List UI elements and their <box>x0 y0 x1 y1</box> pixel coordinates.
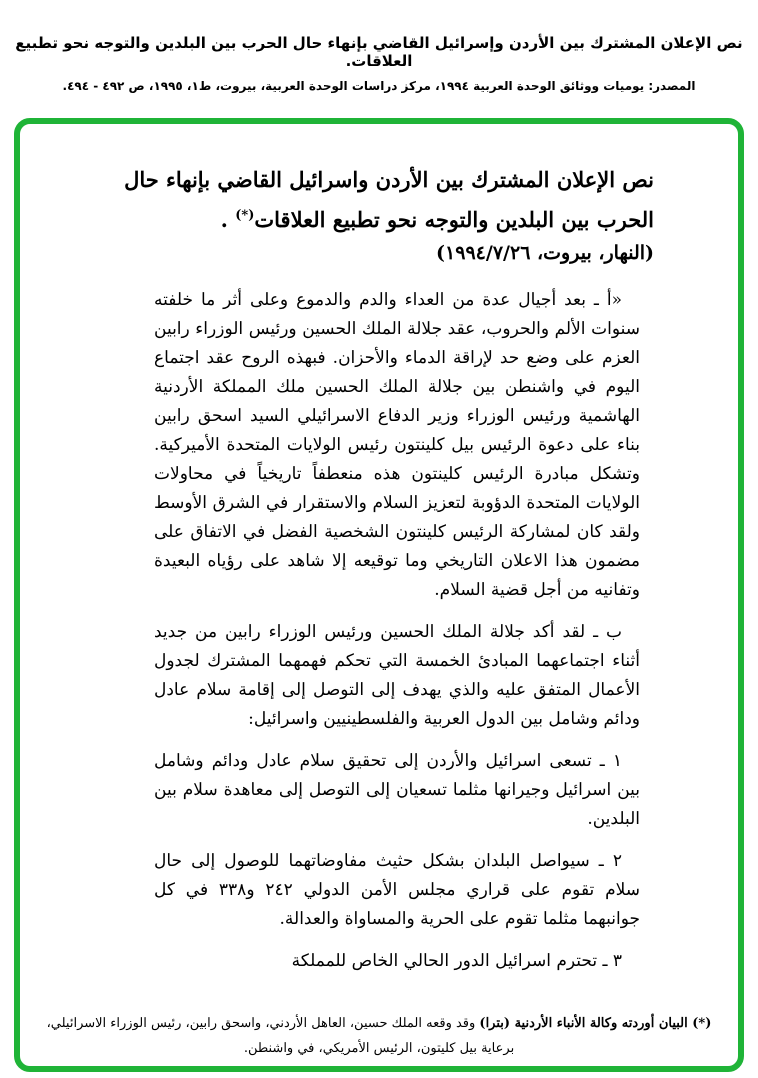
document-green-frame <box>14 118 744 1072</box>
paragraph-item-2: ٢ ـ سيواصل البلدان بشكل حثيث مفاوضاتهما للوصول إلى حال سلام تقوم على قراري مجلس الأمن الدولي ٢٤٢ و٣٣٨ في كل جوانبهما مثلما تقوم على الحرية والمساواة والعدالة. <box>154 850 641 929</box>
footnote-rest: وقد وقعه الملك حسين، العاهل الأردني، واسحق رابين، رئيس الوزراء الاسرائيلي، برعاية بيل كليتون، الرئيس الأمريكي، في واشنطن. <box>46 1016 515 1056</box>
paragraph-b: ب ـ لقد أكد جلالة الملك الحسين ورئيس الوزراء رابين من جديد أثناء اجتماعهما المبادئ الخمسة التي تحكم فهمهما المشترك لجدول الأعمال المتفق عليه والذي يهدف إلى التوصل إلى إقامة سلام عادل ودائم وشامل بين الدول العربية والفلسطينيين واسرائيل: <box>154 621 640 729</box>
paragraph-item-3: ٣ ـ تحترم اسرائيل الدور الحالي الخاص للمملكة <box>291 950 622 971</box>
page-header <box>0 34 758 93</box>
page-header-source: المصدر: يوميات ووثائق الوحدة العربية ١٩٩٤، مركز دراسات الوحدة العربية، بيروت، ط١، ١٩٩٥، ص ٤٩٢ - ٤٩٤. <box>62 79 696 93</box>
page-header-title: نص الإعلان المشترك بين الأردن وإسرائيل القاضي بإنهاء حال الحرب بين البلدين والتوجه نحو تطبيع العلاقات. <box>15 34 743 70</box>
paragraph-item-1: ١ ـ تسعى اسرائيل والأردن إلى تحقيق سلام عادل ودائم وشامل بين اسرائيل وجيرانها مثلما تسعيان إلى التوصل إلى معاهدة سلام بين البلدين. <box>154 750 640 829</box>
footnote-lead: (*) البيان أوردته وكالة الأنباء الأردنية (بترا) <box>479 1016 712 1031</box>
document-footnote <box>34 1011 724 1061</box>
document-byline: (النهار، بيروت، ٢٦‏/‏٧‏/‏١٩٩٤) <box>436 241 654 264</box>
paragraph-a: «أ ـ بعد أجيال عدة من العداء والدم والدموع وعلى أثر ما خلفته سنوات الألم والحروب، عقد جلالة الملك الحسين ورئيس الوزراء رابين العزم على وضع حد لإراقة الدماء والأحزان. فبهذه الروح عقد اجتماع اليوم في واشنطن بين جلالة الملك الحسين ملك المملكة الأردنية الهاشمية ورئيس الوزراء وزير الدفاع الاسرائيلي السيد اسحق رابين بناء على دعوة الرئيس بيل كلينتون رئيس الولايات المتحدة الأميركية. وتشكل مبادرة الرئيس كلينتون هذه منعطفاً تاريخياً في محاولات الولايات المتحدة الدؤوبة لتعزيز السلام والاستقرار في الشرق الأوسط ولقد كان لمشاركة الرئيس كلينتون الشخصية الفضل في الاتفاق على مضمون هذا الاعلان التاريخي وما توقيعه إلا شاهد على رؤياه البعيدة وتفانيه من أجل قضية السلام. <box>154 289 640 600</box>
document-title-text: نص الإعلان المشترك بين الأردن واسرائيل القاضي بإنهاء حال الحرب بين البلدين والتوجه نحو تطبيع العلاقات <box>124 167 654 232</box>
document-body <box>154 286 640 976</box>
document-title <box>115 160 654 240</box>
document-title-period: . <box>220 206 236 232</box>
title-footnote-mark: (*) <box>235 207 255 223</box>
